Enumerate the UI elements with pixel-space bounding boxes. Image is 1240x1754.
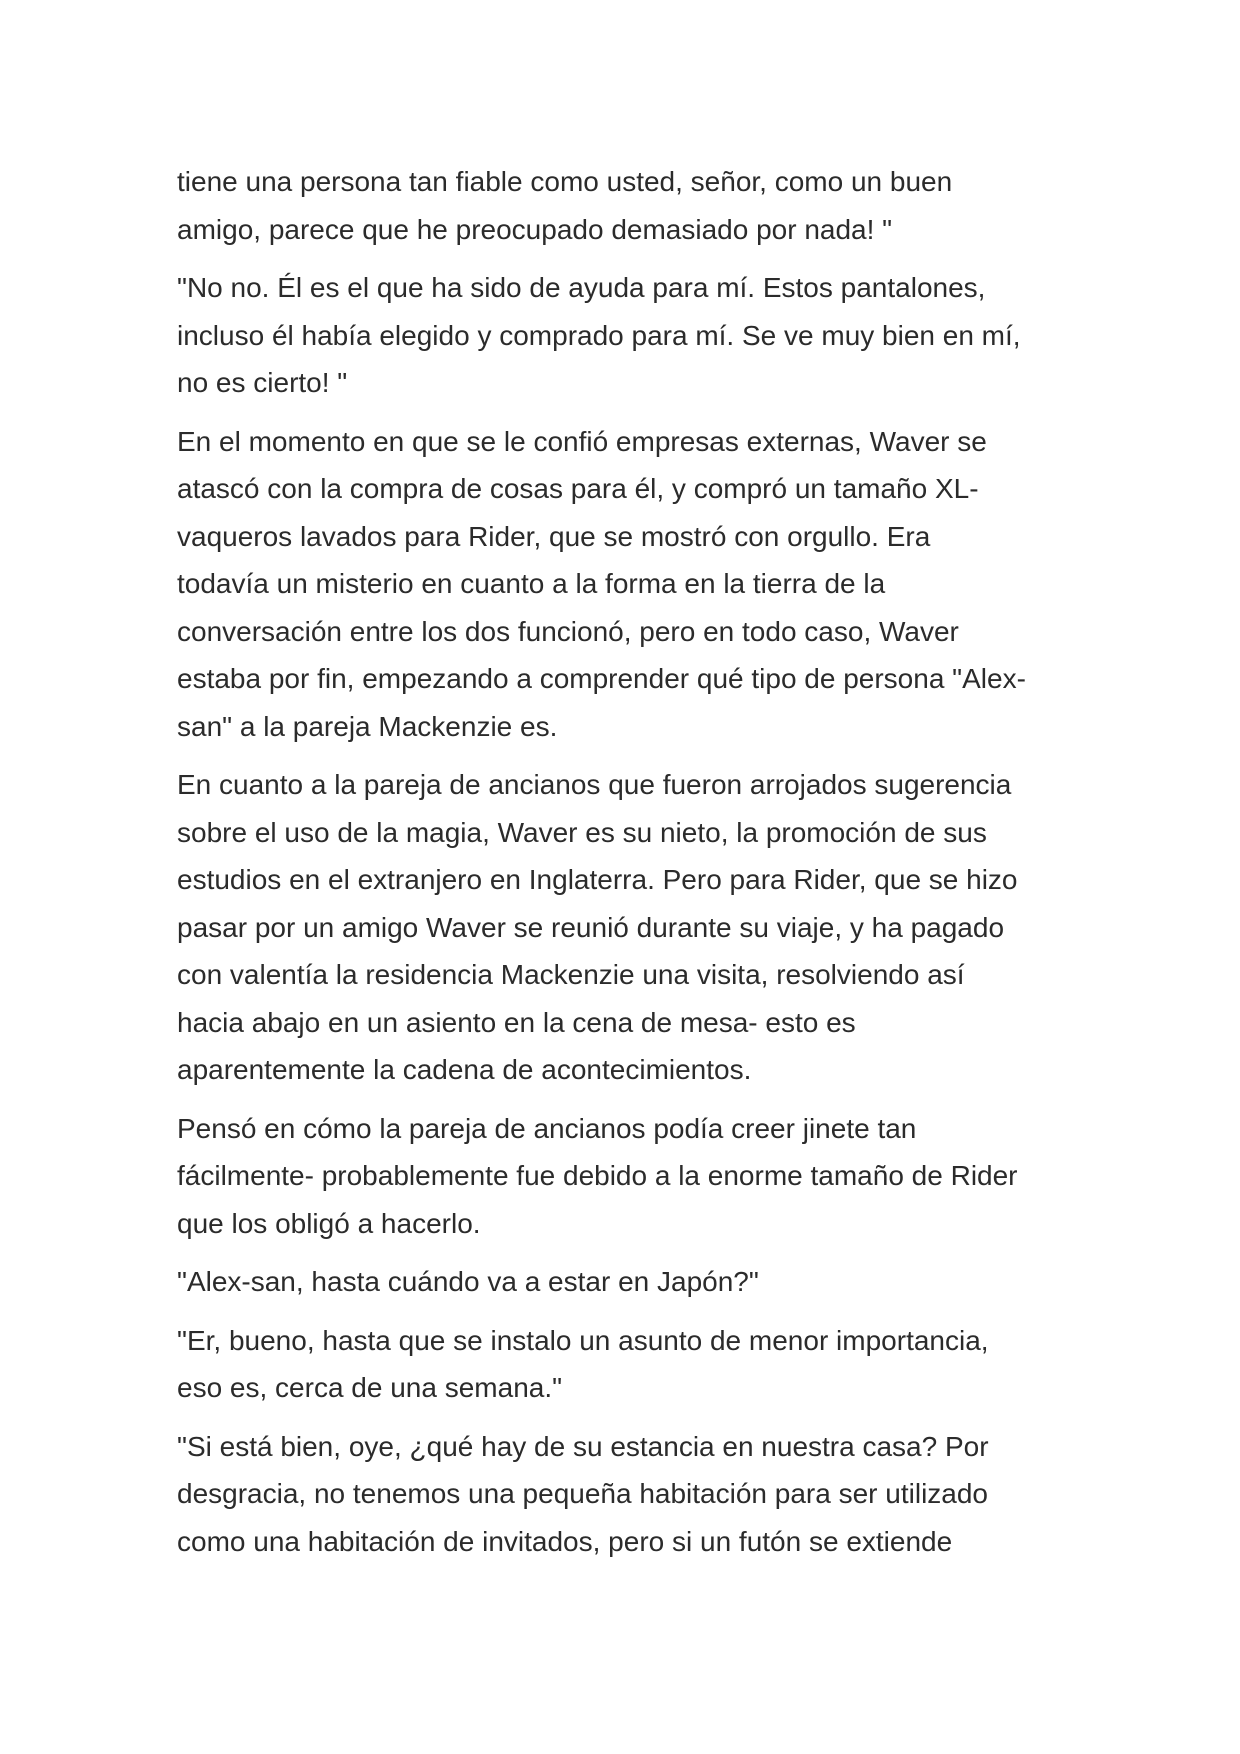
text-line: vaqueros lavados para Rider, que se mostró con orgullo. Era xyxy=(177,520,931,552)
paragraph xyxy=(177,264,1077,407)
text-line: En el momento en que se le confió empresas externas, Waver se xyxy=(177,425,987,457)
text-line: no es cierto! " xyxy=(177,367,348,398)
text-line: como una habitación de invitados, pero si un futón se extiende xyxy=(177,1525,953,1557)
text-line: fácilmente- probablemente fue debido a la enorme tamaño de Rider xyxy=(177,1160,1018,1191)
paragraph xyxy=(177,1317,1077,1412)
text-body xyxy=(177,158,1077,1576)
text-line: que los obligó a hacerlo. xyxy=(177,1207,481,1239)
paragraph xyxy=(177,1258,1077,1306)
text-line: san" a la pareja Mackenzie es. xyxy=(177,710,558,742)
text-line: "No no. Él es el que ha sido de ayuda para mí. Estos pantalones, xyxy=(177,272,986,303)
text-line: desgracia, no tenemos una pequeña habitación para ser utilizado xyxy=(177,1478,989,1509)
text-line: tiene una persona tan fiable como usted, señor, como un buen xyxy=(177,166,953,197)
text-line: incluso él había elegido y comprado para mí. Se ve muy bien en mí, xyxy=(177,319,1021,351)
text-line: estaba por fin, empezando a comprender qué tipo de persona "Alex- xyxy=(177,663,1026,694)
text-line: estudios en el extranjero en Inglaterra. Pero para Rider, que se hizo xyxy=(177,864,1018,895)
paragraph xyxy=(177,418,1077,751)
text-line: pasar por un amigo Waver se reunió durante su viaje, y ha pagado xyxy=(177,911,1005,943)
text-line: aparentemente la cadena de acontecimientos. xyxy=(177,1054,752,1085)
text-line: con valentía la residencia Mackenzie una visita, resolviendo así xyxy=(177,959,965,990)
paragraph xyxy=(177,158,1077,253)
text-line: "Si está bien, oye, ¿qué hay de su estancia en nuestra casa? Por xyxy=(177,1430,989,1462)
paragraph xyxy=(177,761,1077,1094)
text-line: "Alex-san, hasta cuándo va a estar en Japón?" xyxy=(177,1266,759,1297)
text-line: atascó con la compra de cosas para él, y compró un tamaño XL- xyxy=(177,473,979,504)
paragraph xyxy=(177,1105,1077,1248)
text-line: Pensó en cómo la pareja de ancianos podía creer jinete tan xyxy=(177,1112,917,1144)
text-line: En cuanto a la pareja de ancianos que fueron arrojados sugerencia xyxy=(177,769,1012,800)
text-line: "Er, bueno, hasta que se instalo un asunto de menor importancia, xyxy=(177,1324,989,1356)
paragraph xyxy=(177,1423,1077,1566)
text-line: eso es, cerca de una semana." xyxy=(177,1372,563,1403)
text-line: amigo, parece que he preocupado demasiado por nada! " xyxy=(177,213,893,245)
text-line: conversación entre los dos funcionó, pero en todo caso, Waver xyxy=(177,615,959,647)
text-line: todavía un misterio en cuanto a la forma en la tierra de la xyxy=(177,568,886,599)
text-line: sobre el uso de la magia, Waver es su nieto, la promoción de sus xyxy=(177,816,987,848)
text-line: hacia abajo en un asiento en la cena de mesa- esto es xyxy=(177,1006,856,1038)
